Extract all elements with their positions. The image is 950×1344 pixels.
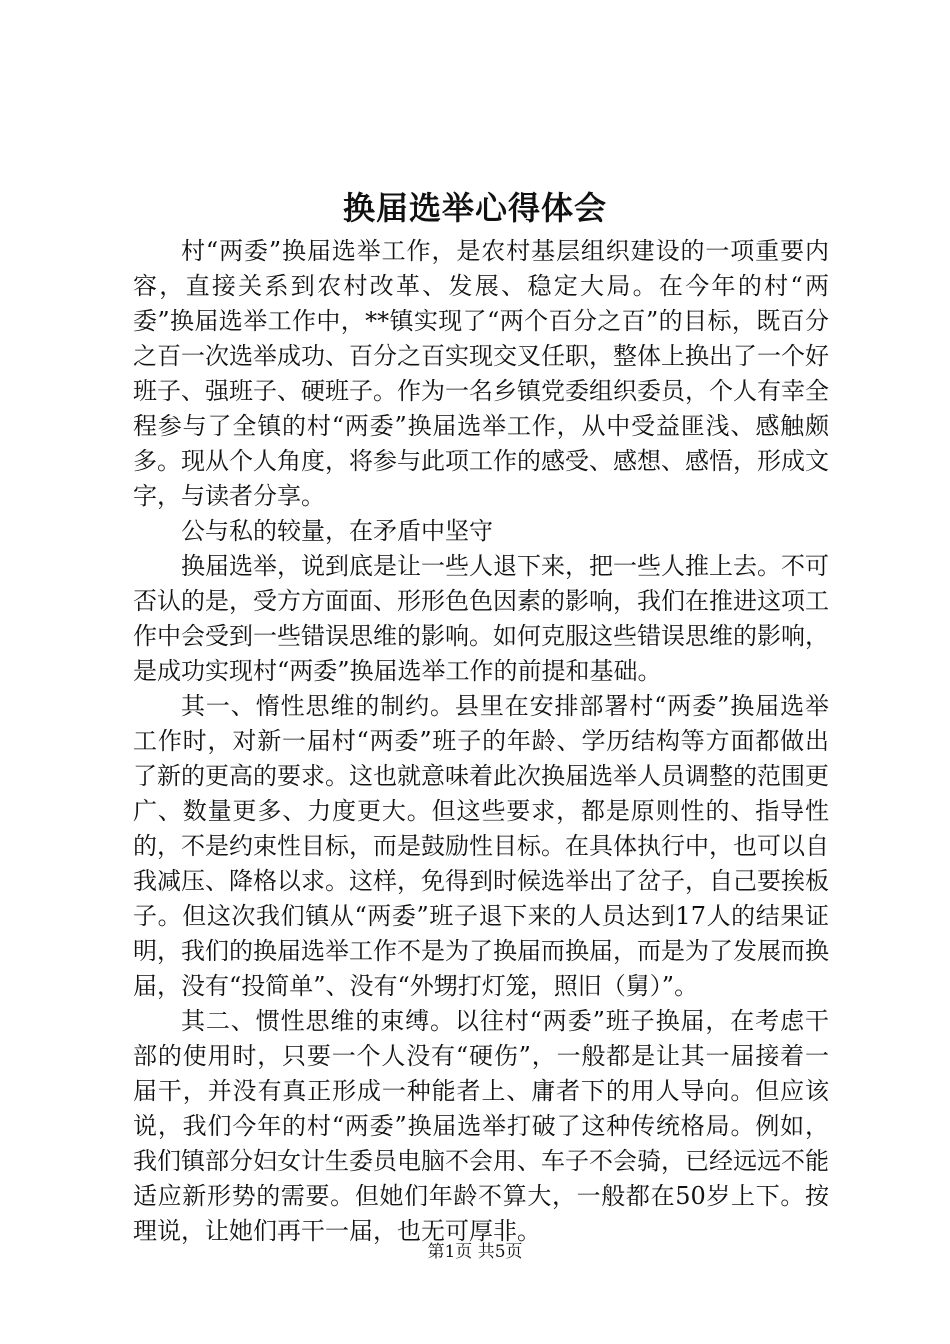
paragraph-point-one: 其一、惰性思维的制约。县里在安排部署村“两委”换届选举工作时，对新一届村“两委”班子的年龄、学历结构等方面都做出了新的更高的要求。这也就意味着此次换届选举人员调整的范围更广、数量更多、力度更大。但这些要求，都是原则性的、指导性的，不是约束性目标，而是鼓励性目标。在具体执行中，也可以自我减压、降格以求。这样，免得到时候选举出了岔子，自己要挨板子。但这次我们镇从“两委”班子退下来的人员达到17人的结果证明，我们的换届选举工作不是为了换届而换届，而是为了发展而换届，没有“投简单”、没有“外甥打灯笼，照旧（舅）”。 <box>133 692 829 1000</box>
page-number-footer: 第1页 共5页 <box>427 1242 523 1262</box>
document-title: 换届选举心得体会 <box>342 189 607 227</box>
paragraph-section-intro: 换届选举，说到底是让一些人退下来，把一些人推上去。不可否认的是，受方方面面、形形色色因素的影响，我们在推进这项工作中会受到一些错误思维的影响。如何克服这些错误思维的影响，是成功实现村“两委”换届选举工作的前提和基础。 <box>133 552 829 685</box>
document-body <box>133 234 829 1249</box>
paragraph-point-two: 其二、惯性思维的束缚。以往村“两委”班子换届，在考虑干部的使用时，只要一个人没有“硬伤”，一般都是让其一届接着一届干，并没有真正形成一种能者上、庸者下的用人导向。但应该说，我们今年的村“两委”换届选举打破了这种传统格局。例如，我们镇部分妇女计生委员电脑不会用、车子不会骑，已经远远不能适应新形势的需要。但她们年龄不算大，一般都在50岁上下。按理说，让她们再干一届，也无可厚非。 <box>133 1007 829 1245</box>
section-heading: 公与私的较量，在矛盾中坚守 <box>181 517 493 545</box>
paragraph-intro: 村“两委”换届选举工作，是农村基层组织建设的一项重要内容，直接关系到农村改革、发展、稳定大局。在今年的村“两委”换届选举工作中，**镇实现了“两个百分之百”的目标，既百分之百一次选举成功、百分之百实现交叉任职，整体上换出了一个好班子、强班子、硬班子。作为一名乡镇党委组织委员，个人有幸全程参与了全镇的村“两委”换届选举工作，从中受益匪浅、感触颇多。现从个人角度，将参与此项工作的感受、感想、感悟，形成文字，与读者分享。 <box>133 237 829 510</box>
